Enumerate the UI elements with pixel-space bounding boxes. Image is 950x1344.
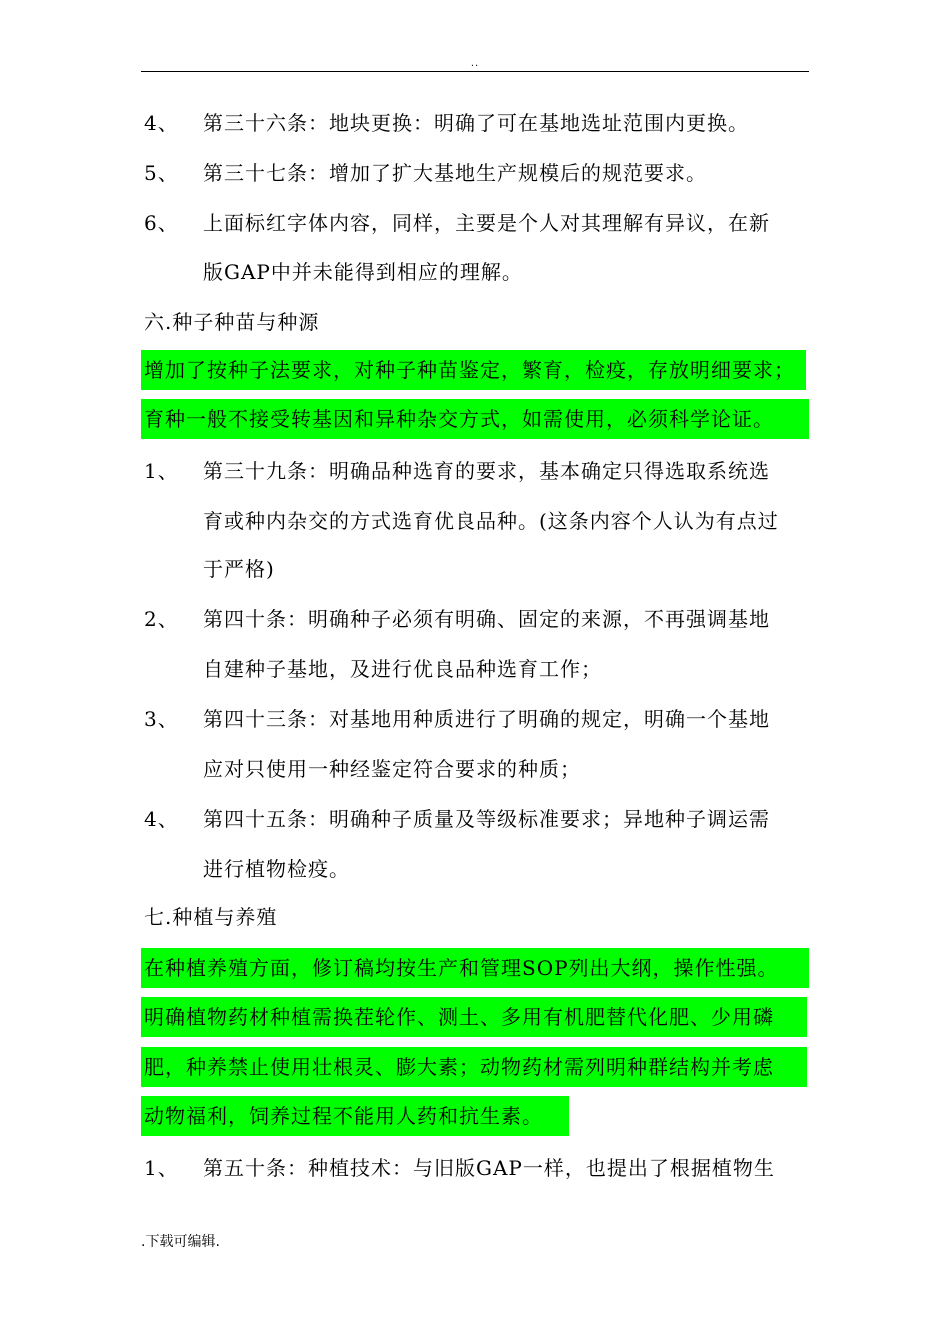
item-number: 1、 — [144, 459, 179, 483]
item-text: 第五十条：种植技术：与旧版GAP一样，也提出了根据植物生 — [203, 1156, 775, 1180]
item-text: 于严格) — [203, 557, 275, 581]
item-number: 2、 — [144, 607, 179, 631]
highlight-text: 动物福利，饲养过程不能用人药和抗生素。 — [144, 1104, 543, 1128]
item-text: 第三十九条：明确品种选育的要求，基本确定只得选取系统选 — [203, 459, 770, 483]
item-text: 自建种子基地，及进行优良品种选育工作； — [203, 657, 602, 681]
highlight-text: 明确植物药材种植需换茬轮作、测土、多用有机肥替代化肥、少用磷 — [144, 1005, 774, 1029]
footer-note: .下载可编辑. — [141, 1234, 220, 1250]
item-text: 进行植物检疫。 — [203, 857, 350, 881]
header-mark: .. — [470, 58, 480, 69]
highlight-text: 增加了按种子法要求，对种子种苗鉴定，繁育，检疫，存放明细要求； — [144, 358, 795, 382]
item-number: 5、 — [144, 161, 179, 185]
item-text: 第四十条：明确种子必须有明确、固定的来源，不再强调基地 — [203, 607, 770, 631]
item-text: 第三十七条：增加了扩大基地生产规模后的规范要求。 — [203, 161, 707, 185]
item-number: 4、 — [144, 807, 179, 831]
header-rule — [141, 71, 809, 72]
item-number: 1、 — [144, 1156, 179, 1180]
section-heading: 六.种子种苗与种源 — [144, 310, 320, 334]
highlight-text: 育种一般不接受转基因和异种杂交方式，如需使用，必须科学论证。 — [144, 407, 774, 431]
item-text: 育或种内杂交的方式选育优良品种。(这条内容个人认为有点过 — [203, 509, 779, 533]
item-text: 上面标红字体内容，同样，主要是个人对其理解有异议，在新 — [203, 211, 770, 235]
item-text: 第四十三条：对基地用种质进行了明确的规定，明确一个基地 — [203, 707, 770, 731]
item-text: 应对只使用一种经鉴定符合要求的种质； — [203, 757, 581, 781]
item-number: 3、 — [144, 707, 179, 731]
item-number: 4、 — [144, 111, 179, 135]
item-text: 版GAP中并未能得到相应的理解。 — [203, 260, 523, 284]
section-heading: 七.种植与养殖 — [144, 905, 278, 929]
item-text: 第三十六条：地块更换：明确了可在基地选址范围内更换。 — [203, 111, 749, 135]
item-number: 6、 — [144, 211, 179, 235]
item-text: 第四十五条：明确种子质量及等级标准要求；异地种子调运需 — [203, 807, 770, 831]
highlight-text: 在种植养殖方面，修订稿均按生产和管理SOP列出大纲，操作性强。 — [144, 956, 779, 980]
highlight-text: 肥，种养禁止使用壮根灵、膨大素；动物药材需列明种群结构并考虑 — [144, 1055, 774, 1079]
